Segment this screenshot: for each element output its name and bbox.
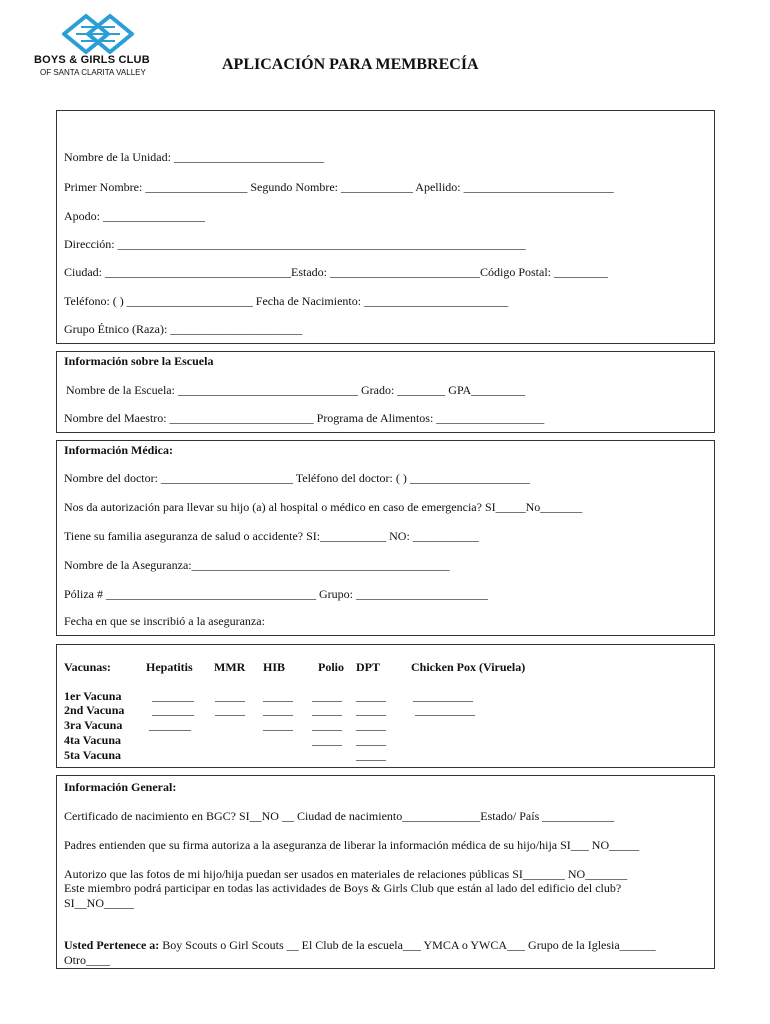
row-label-4: 4ta Vacuna: [64, 733, 122, 747]
emergency-authorization-field[interactable]: Nos da autorización para llevar su hijo (a) al hospital o médico en caso de emergencia? SI_____No_______: [64, 500, 583, 514]
col-dpt: DPT: [356, 660, 380, 674]
ethnic-group-field[interactable]: Grupo Étnico (Raza): ______________________: [64, 322, 303, 336]
chicken-pox-1-blank[interactable]: __________: [413, 689, 473, 703]
school-name-field[interactable]: Nombre de la Escuela: ______________________________ Grado: ________ GPA_________: [66, 383, 526, 397]
teacher-field[interactable]: Nombre del Maestro: ________________________ Programa de Alimentos: __________________: [64, 411, 545, 425]
row-label-1: 1er Vacuna: [64, 689, 122, 703]
dpt-4-blank[interactable]: _____: [356, 733, 386, 747]
hepatitis-1-blank[interactable]: _______: [152, 689, 194, 703]
boys-girls-club-hands-icon: [58, 12, 140, 56]
polio-1-blank[interactable]: _____: [312, 689, 342, 703]
chicken-pox-2-blank[interactable]: __________: [415, 703, 475, 717]
col-chicken-pox: Chicken Pox (Viruela): [411, 660, 526, 674]
polio-2-blank[interactable]: _____: [312, 703, 342, 717]
belongs-options: Boy Scouts o Girl Scouts __ El Club de la escuela___ YMCA o YWCA___ Grupo de la Iglesia______: [159, 938, 656, 952]
activities-answer-field[interactable]: SI__NO_____: [64, 896, 135, 910]
row-label-3: 3ra Vacuna: [64, 718, 123, 732]
polio-4-blank[interactable]: _____: [312, 733, 342, 747]
belongs-label: Usted Pertenece a:: [64, 938, 160, 952]
dpt-1-blank[interactable]: _____: [356, 689, 386, 703]
insurance-question-field[interactable]: Tiene su familia aseguranza de salud o accidente? SI:___________ NO: ___________: [64, 529, 479, 543]
col-polio: Polio: [318, 660, 344, 674]
mmr-1-blank[interactable]: _____: [215, 689, 245, 703]
photos-authorization-field[interactable]: Autorizo que las fotos de mi hijo/hija puedan ser usados en materiales de relaciones públicas SI_______ NO_______: [64, 867, 628, 881]
dpt-5-blank[interactable]: _____: [356, 748, 386, 762]
polio-3-blank[interactable]: _____: [312, 718, 342, 732]
hepatitis-2-blank[interactable]: _______: [152, 703, 194, 717]
insurance-name-field[interactable]: Nombre de la Aseguranza:___________________________________________: [64, 558, 450, 572]
hib-3-blank[interactable]: _____: [263, 718, 293, 732]
belongs-to-field[interactable]: [64, 938, 656, 953]
hib-1-blank[interactable]: _____: [263, 689, 293, 703]
hepatitis-3-blank[interactable]: _______: [149, 718, 191, 732]
other-field[interactable]: Otro____: [64, 953, 110, 967]
nickname-field[interactable]: Apodo: _________________: [64, 209, 205, 223]
phone-birthdate-field[interactable]: Teléfono: ( ) _____________________ Fecha de Nacimiento: ________________________: [64, 294, 509, 308]
activities-question: Este miembro podrá participar en todas las actividades de Boys & Girls Club que están al lado del edificio del club?: [64, 881, 622, 895]
logo-subtitle: OF SANTA CLARITA VALLEY: [40, 68, 146, 77]
birth-certificate-field[interactable]: Certificado de nacimiento en BGC? SI__NO __ Ciudad de nacimiento_____________Estado/ País ____________: [64, 809, 615, 823]
page-title: APLICACIÓN PARA MEMBRECÍA: [222, 56, 479, 73]
address-field[interactable]: Dirección: ____________________________________________________________________: [64, 237, 526, 251]
dpt-2-blank[interactable]: _____: [356, 703, 386, 717]
general-header: Información General:: [64, 780, 177, 794]
mmr-2-blank[interactable]: _____: [215, 703, 245, 717]
unit-name-field[interactable]: Nombre de la Unidad: _________________________: [64, 150, 324, 164]
row-label-5: 5ta Vacuna: [64, 748, 122, 762]
school-header: Información sobre la Escuela: [64, 354, 214, 368]
city-state-zip-field[interactable]: Ciudad: _______________________________Estado: _________________________Código Postal: _________: [64, 265, 609, 279]
col-hepatitis: Hepatitis: [146, 660, 193, 674]
col-hib: HIB: [263, 660, 286, 674]
logo-name: BOYS & GIRLS CLUB: [34, 54, 150, 66]
dpt-3-blank[interactable]: _____: [356, 718, 386, 732]
names-field[interactable]: Primer Nombre: _________________ Segundo Nombre: ____________ Apellido: _________________________: [64, 180, 614, 194]
row-label-2: 2nd Vacuna: [64, 703, 125, 717]
doctor-field[interactable]: Nombre del doctor: ______________________ Teléfono del doctor: ( ) ____________________: [64, 471, 530, 485]
club-logo: [30, 12, 180, 84]
parents-authorization-field[interactable]: Padres entienden que su firma autoriza a la aseguranza de liberar la información médica de su hijo/hija SI___ NO_____: [64, 838, 640, 852]
vaccines-header: Vacunas:: [64, 660, 111, 674]
medical-header: Información Médica:: [64, 443, 173, 457]
insurance-date-field[interactable]: Fecha en que se inscribió a la aseguranza:: [64, 614, 265, 628]
policy-group-field[interactable]: Póliza # ___________________________________ Grupo: ______________________: [64, 587, 488, 601]
hib-2-blank[interactable]: _____: [263, 703, 293, 717]
col-mmr: MMR: [214, 660, 246, 674]
